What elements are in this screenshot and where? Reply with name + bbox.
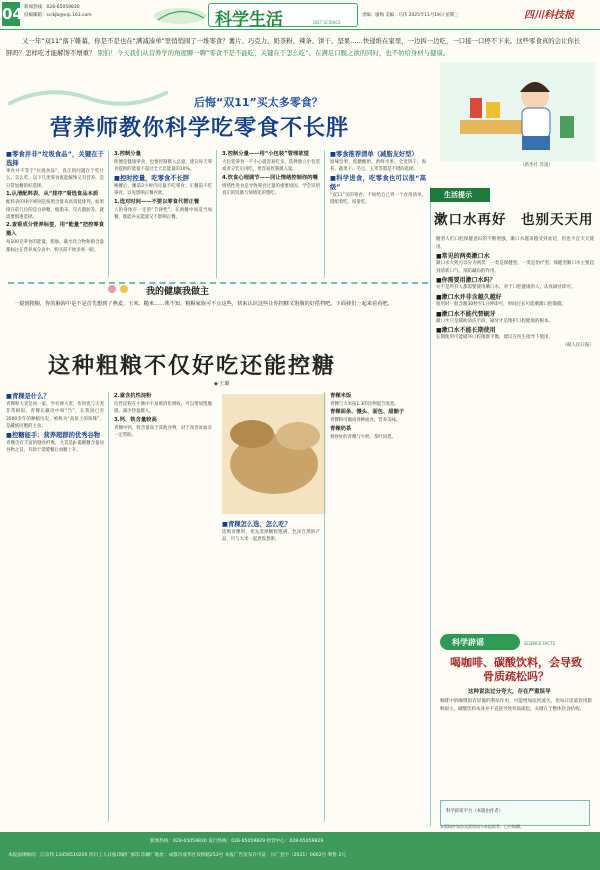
paragraph: 零食并不等于“垃圾食品”。真正的问题在于吃什么、怎么吃，以下几类零食既能解馋又有营养，是日常加餐的好选择。 bbox=[6, 169, 104, 189]
editor-note: 科学辟谣平台（本版由作者） bbox=[446, 809, 504, 814]
article1-column-3 bbox=[222, 150, 320, 278]
paragraph: 抗性淀粉在小肠中不易被消化吸收，可以增加饱腹感、减少热量摄入。 bbox=[114, 402, 212, 415]
article2-column-4 bbox=[330, 392, 426, 822]
section-title: 科学生活 bbox=[215, 10, 283, 30]
girl-eating-snacks-illustration bbox=[440, 62, 595, 162]
paragraph: 使用时一般含漱30秒至1分钟即可，时间过长可能刺激口腔黏膜。 bbox=[436, 301, 567, 307]
science-tag-en: SCIENCE FACTS bbox=[524, 641, 555, 646]
column-divider bbox=[324, 150, 325, 278]
article2-column-2 bbox=[114, 392, 212, 822]
subheading: 3.钙、铁含量较高 bbox=[114, 416, 157, 423]
paragraph: 每100克零食的能量、脂肪、碳水化合物和钠含量都标注在营养成分表中，购买前不妨多看一眼。 bbox=[6, 240, 104, 253]
section-subtitle: DIET SCIENCE bbox=[313, 20, 341, 25]
flower-decoration-icon bbox=[104, 282, 134, 296]
article2-column-1 bbox=[6, 392, 104, 822]
column-divider bbox=[108, 392, 109, 822]
science-title: 喝咖啡、碳酸饮料，会导致骨质疏松吗？ bbox=[450, 656, 582, 683]
footer-legal: 本报法律顾问：江宗伟 13456510205 四川工人日报印刷厂承印 印刷厂地址：成都市成华区双桥路253号 本报广告发布许可证：川广登字（2021）0002号 零售 2元 bbox=[8, 853, 346, 858]
article2-column-3 bbox=[222, 520, 320, 820]
subheading: 青稞奶茶 bbox=[330, 425, 352, 432]
paragraph: 漱口水只是辅助清洁手段，刷牙才是维护口腔健康的根本。 bbox=[436, 318, 553, 324]
paragraph: 配料表的排序规则是按照含量从高到低排列，如果排在前几位的是白砂糖、植脂末、反式脂肪等，就需要慎重选择。 bbox=[6, 200, 104, 221]
illustration-caption: （新华社 苏凌） bbox=[520, 163, 553, 168]
subheading: ■你需要用漱口水吗？ bbox=[436, 277, 496, 285]
column-name: 我的健康我做主 bbox=[140, 284, 215, 297]
column-divider bbox=[430, 186, 431, 826]
footer-bar bbox=[0, 832, 600, 870]
subheading: ■漱口水并非含越久越好 bbox=[436, 293, 502, 301]
subheading: 2.富含抗性淀粉 bbox=[114, 393, 152, 399]
paragraph: 原味坚果、低糖酸奶、新鲜水果、全麦饼干、海苔、蔬果干、毛豆、玉米等都是不错的选择。 bbox=[330, 160, 426, 173]
paragraph: 选购青稞时，优先选择颗粒饱满、色泽自然的产品，可与大米一起煮饭煮粥。 bbox=[222, 530, 320, 543]
subheading: ■漱口水不能长期使用 bbox=[436, 327, 496, 335]
paragraph: 青稞与大米按1:3的比例混合蒸煮。 bbox=[330, 402, 399, 407]
column-divider bbox=[324, 392, 325, 822]
newspaper-logo: 四川科技报 bbox=[524, 10, 574, 21]
page-number: 04 bbox=[2, 2, 20, 26]
paragraph: 青稞和大麦是同一家，学名裸大麦，作用也与大麦非常相似。青稞在藏语中叫“乃”，在我国已有3500多年的种植历史，被称为“高原上的珍珠”，是藏族同胞的主食。 bbox=[6, 402, 104, 430]
paragraph: 即便是健康零食，也要控制摄入总量，建议每天零食提供的能量不超过全天总能量的10%。 bbox=[114, 160, 212, 173]
subheading: ■零食并非“垃圾食品”，关键在于选择 bbox=[6, 151, 104, 167]
publish-info: 责编：廖梅 美编：马伟 2025年11月19日 星期三 bbox=[362, 13, 459, 18]
paragraph: 并不是所有人都需要使用漱口水，对于口腔健康的人，认真刷牙即可。 bbox=[436, 285, 576, 291]
subheading: ■科学进食，吃零食也可以很“高级” bbox=[330, 174, 426, 191]
subheading: 3.控制分量 bbox=[114, 151, 141, 157]
article2-title: 这种粗粮不仅好吃还能控糖 bbox=[48, 354, 337, 379]
subheading: 3.控制分量——用“小包装”管理欲望 bbox=[222, 151, 309, 157]
highland-barley-photo bbox=[222, 394, 326, 514]
column-divider bbox=[216, 150, 217, 278]
article1-column-2 bbox=[114, 150, 212, 278]
article1-column-4 bbox=[330, 150, 426, 278]
subheading: 青稞米饭 bbox=[330, 393, 352, 399]
science-body: 咖啡中的咖啡因有轻微的利尿作用，可能增加尿钙流失，但每日适量饮用影响很小。碳酸饮料本身并不直接导致骨质疏松，关键在于整体饮食结构。 bbox=[440, 699, 592, 712]
paragraph: 人的身体有一定的“节律性”。在两餐中间适当加餐，既能补充能量又不影响正餐。 bbox=[114, 207, 212, 221]
mouthwash-title: 漱口水再好 也别天天用 bbox=[434, 212, 594, 228]
subheading: 1.认清配料表，从“排序”看选食品本质 bbox=[6, 191, 99, 198]
subheading: 1.选对时间——不要以零食代替正餐 bbox=[114, 198, 200, 205]
subheading: ■控糖能手：营养超群的优秀谷物 bbox=[6, 431, 101, 439]
paragraph: 将炒好的青稞与牛奶、茶叶同煮。 bbox=[330, 434, 396, 440]
footer-hotlines: 新闻热线：028-65059830 发行热线：028-65059829 经营中心：028-65059829 bbox=[150, 839, 324, 844]
article1-column-1 bbox=[6, 150, 104, 278]
intro-paragraph bbox=[6, 36, 586, 59]
news-hotline: 新闻热线：028-65059830 bbox=[24, 5, 80, 10]
intro-text: 又一年“双11”落下帷幕，你是不是也在“满减凑单”里悄悄囤了一堆零食？薯片、巧克力、奶茶粉、辣条、饼干、坚果……快递堆在家里，一边拆一边吃，一口接一口停不下来。这些零食真的会让你长胖吗？怎样吃才能解馋不增重？ bbox=[6, 37, 581, 57]
headline-subtitle: 后悔“双11”买太多零食？ bbox=[194, 96, 323, 109]
subheading: ■青稞是什么？ bbox=[6, 393, 50, 400]
subheading: 青稞面条、馒头、面包、甜醅子 bbox=[330, 409, 405, 416]
paragraph: 长期使用可能破坏口腔菌群平衡，建议在医生指导下使用。 bbox=[436, 335, 553, 341]
life-tips-tag: 生活提示 bbox=[430, 188, 490, 202]
science-subtitle: 这种说法过分夸大，存在严重误导 bbox=[468, 689, 551, 695]
paragraph: 青稞粉可做成各种面食，营养美味。 bbox=[330, 418, 401, 424]
copyright-note: 本版稿件如涉及版权请与本报联系，已付稿酬。 bbox=[440, 824, 524, 829]
paragraph: “双11”买的零食，不妨给自己列一个食用清单，搭配着吃、按量吃。 bbox=[330, 192, 426, 206]
intro-highlight: 别怕！今天我们从营养学的角度聊一聊“零食不是不能吃，关键在于怎么吃”。在满足口腹之欲的同时，也不妨给身材与健康。 bbox=[97, 48, 450, 57]
section-banner bbox=[208, 3, 358, 30]
paragraph: 漱口水大致可以分为两类：一类是保健型，一类是治疗型。保健型漱口水主要起到清新口气、预防龋齿的作用。 bbox=[436, 261, 594, 274]
headline-title: 营养师教你科学吃零食不长胖 bbox=[50, 116, 350, 141]
science-tag: 科学辟谣 bbox=[452, 638, 484, 647]
subheading: ■青稞怎么选、怎么吃？ bbox=[222, 521, 291, 528]
lead-paragraph: 随着人们口腔保健意识的不断增强，漱口水越来越受到欢迎，但也不宜天天使用。 bbox=[436, 237, 594, 250]
credit: （据人民日报） bbox=[562, 342, 594, 348]
subheading: 4.饮食心理调节——回让情绪控制你的嘴 bbox=[222, 174, 318, 181]
column-divider bbox=[108, 150, 109, 278]
paragraph: 情绪性进食是导致零食过量的重要原因，学会识别真正的饥饿与情绪化的想吃。 bbox=[222, 183, 320, 197]
paragraph: 大包装零食一不小心就容易吃多，选择独立小包装或者分装后再吃，更容易控制摄入量。 bbox=[222, 160, 320, 173]
subheading: ■常见的两类漱口水 bbox=[436, 253, 490, 261]
paragraph: 青稞中钙、铁含量高于其他谷物，对于改善贫血有一定帮助。 bbox=[114, 425, 212, 439]
wave-decoration-icon bbox=[8, 74, 168, 114]
subheading: ■控时控量，吃零食不长胖 bbox=[114, 174, 190, 182]
subheading: ■零食推荐清单（减脂友好型） bbox=[330, 151, 418, 158]
paragraph: 晚餐后、睡前2小时内尽量不吃零食；正餐前不吃零食，以免影响正餐食欲。 bbox=[114, 183, 212, 197]
mid-intro: 一提到粗粮，你的脑海中是不是首先想到了燕麦、玉米、糙米……殊不知，粗粮家族可不止这些，快来认识这些让你控糖又饱腹的好搭档吧。下面我们一起来看看吧。 bbox=[14, 301, 393, 307]
subheading: 2.查看成分营养标签，用“能量”把控零食摄入 bbox=[6, 222, 104, 238]
leaf-decoration-icon bbox=[150, 4, 210, 28]
byline: ◆ 王璐 bbox=[214, 381, 230, 387]
subheading: ■漱口水不能代替刷牙 bbox=[436, 310, 496, 318]
mouthwash-article bbox=[436, 236, 594, 628]
paragraph: 青稞含有丰富的膳食纤维，尤其是β-葡聚糖含量居谷物之首，有助于延缓餐后血糖上升。 bbox=[6, 440, 104, 454]
submission-email: 投稿邮箱：scikjb@vip.163.com bbox=[24, 13, 92, 18]
